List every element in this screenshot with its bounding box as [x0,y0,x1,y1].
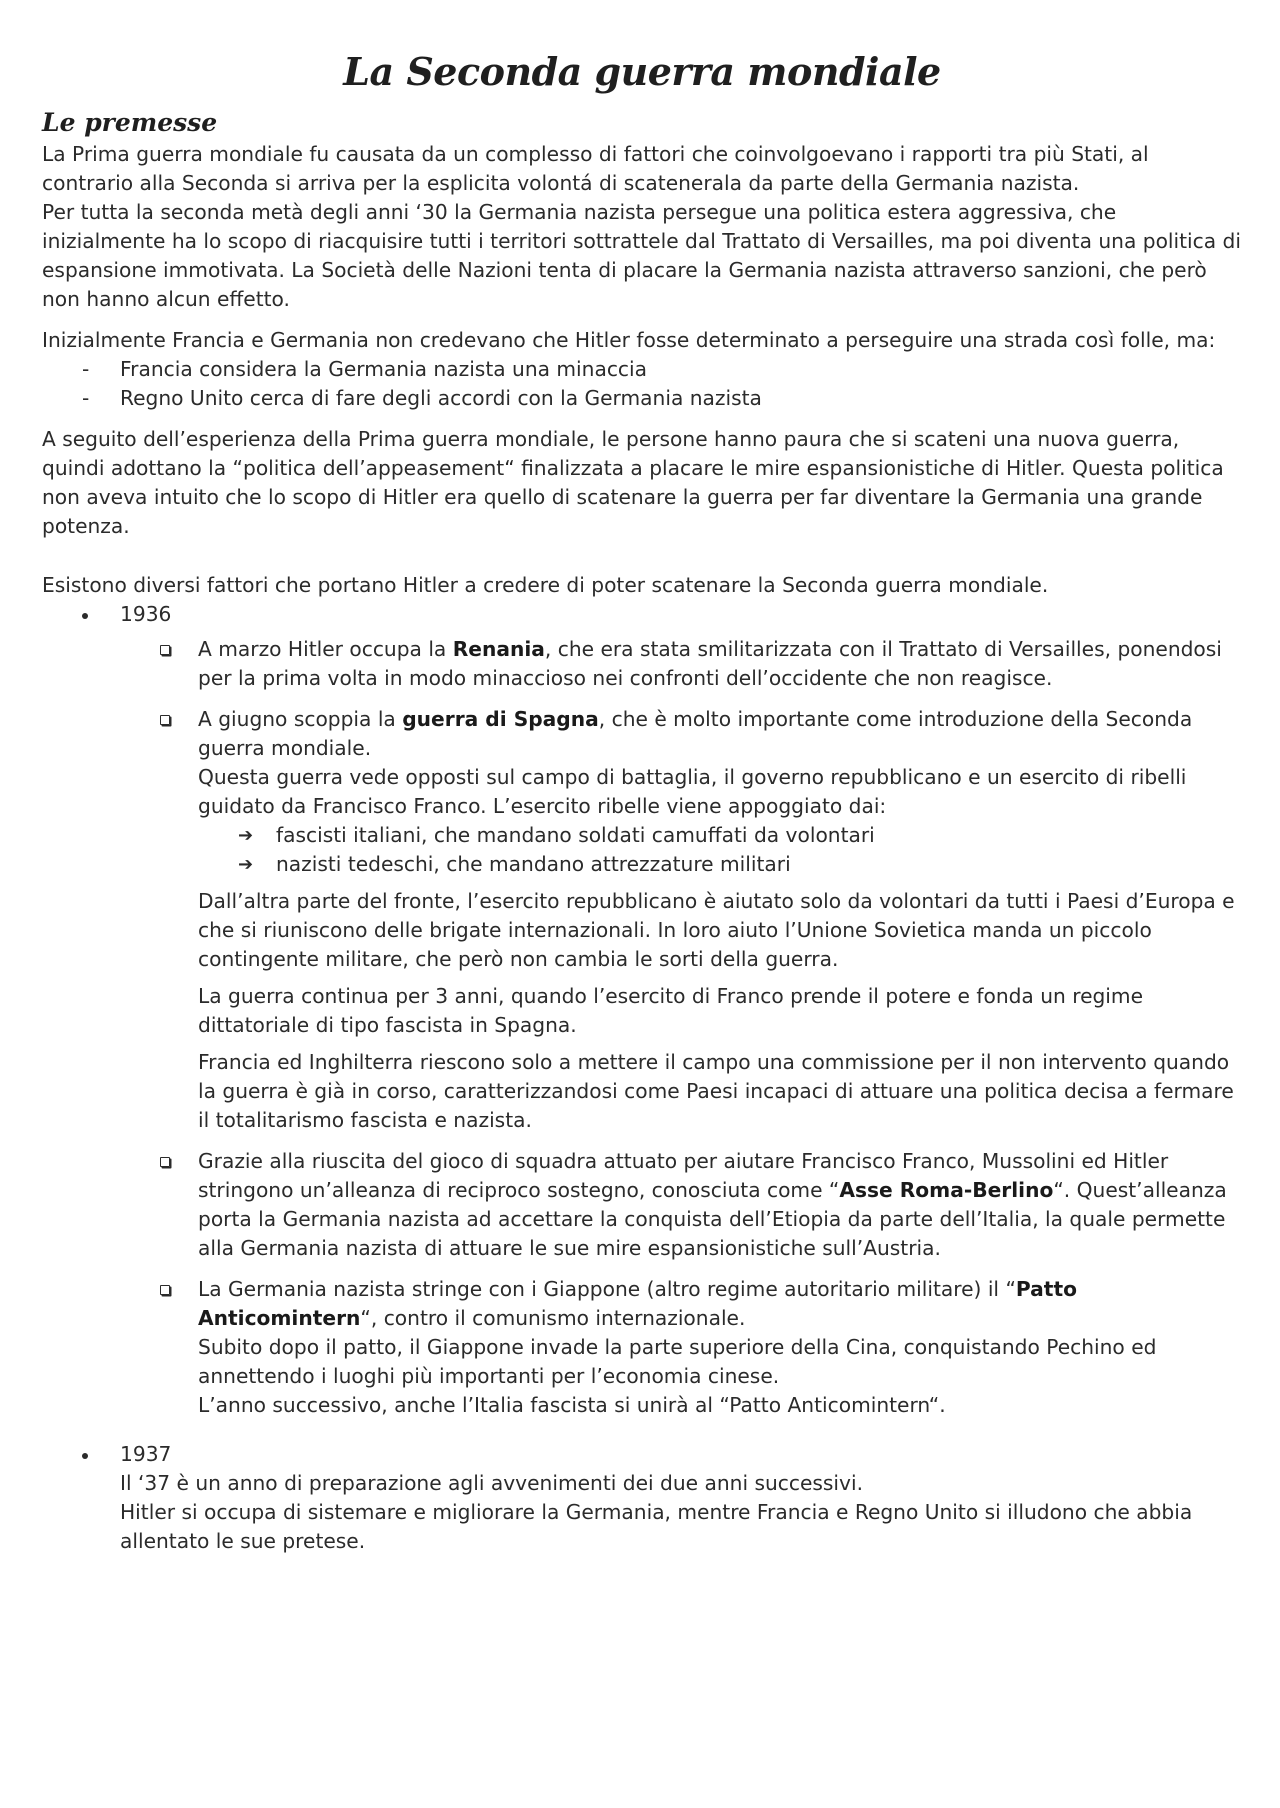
event-paragraph: Dall’altra parte del fronte, l’esercito repubblicano è aiutato solo da volontari da tutti i Paesi d’Europa e che si riuniscono delle brigate internazionali. In loro aiuto l’Unione Sovietica manda un piccolo contingente militare, che però non cambia le sorti della guerra. [198,889,1235,971]
year-label: 1937 [120,1442,172,1466]
event-list [120,635,1242,1420]
paragraph-francia-germania: Inizialmente Francia e Germania non credevano che Hitler fosse determinato a perseguire una strada così folle, ma: [42,328,1216,352]
event-item-asse [120,1147,1242,1263]
arrow-item: ➔ nazisti tedeschi, che mandano attrezzature militari [198,850,1242,879]
paragraph-intro: La Prima guerra mondiale fu causata da un complesso di fattori che coinvolgoevano i rapporti tra più Stati, al contrario alla Seconda si arriva per la esplicita volontá di scatenerala da parte della Germania nazista. [42,142,1149,195]
event-paragraph: Questa guerra vede opposti sul campo di battaglia, il governo repubblicano e un esercito di ribelli guidato da Francisco Franco. L’esercito ribelle viene appoggiato dai: [198,765,1187,818]
bold-term: Patto Anticomintern [198,1277,1077,1330]
checkbox-bullet-icon [160,645,170,655]
bold-term: Asse Roma-Berlino [839,1178,1054,1202]
event-text: Grazie alla riuscita del gioco di squadra attuato per aiutare Francisco Franco, Mussolini ed Hitler stringono un’alleanza di reciproco sostegno, conosciuta come “Asse Roma-Berlino“. Quest’alleanza porta la Germania nazista ad accettare la conquista dell’Etiopia da parte dell’Italia, la quale permette alla Germania nazista di attuare le sue mire espansionistiche sull’Austria. [198,1149,1227,1260]
dash-list [42,355,1242,413]
year-list [42,600,1242,1556]
page-title: La Seconda guerra mondiale [343,49,941,94]
event-paragraph: Francia ed Inghilterra riescono solo a mettere il campo una commissione per il non intervento quando la guerra è già in corso, caratterizzandosi come Paesi incapaci di attuare una politica decisa a fermare il totalitarismo fascista e nazista. [198,1050,1234,1132]
event-paragraph: Subito dopo il patto, il Giappone invade la parte superiore della Cina, conquistando Pechino ed annettendo i luoghi più importanti per l’economia cinese. [198,1335,1157,1388]
checkbox-bullet-icon [160,1285,170,1295]
year-paragraph: Il ‘37 è un anno di preparazione agli avvenimenti dei due anni successivi. [120,1471,864,1495]
arrow-list [198,821,1242,879]
bold-term: guerra di Spagna [402,707,599,731]
bullet-dot-icon [82,613,88,619]
section-heading: Le premesse [42,108,218,137]
arrow-right-icon: ➔ [238,825,254,846]
year-item-1937 [42,1440,1242,1556]
event-item-renania [120,635,1242,693]
event-item-spagna [120,705,1242,1135]
document-page [42,0,1242,1556]
event-item-anticomintern [120,1275,1242,1420]
checkbox-bullet-icon [160,1157,170,1167]
dash-item: - Regno Unito cerca di fare degli accordi con la Germania nazista [42,384,1242,413]
year-label: 1936 [120,602,172,626]
event-paragraph: La guerra continua per 3 anni, quando l’esercito di Franco prende il potere e fonda un regime dittatoriale di tipo fascista in Spagna. [198,984,1144,1037]
arrow-item: ➔ fascisti italiani, che mandano soldati camuffati da volontari [198,821,1242,850]
event-text: A giugno scoppia la guerra di Spagna, che è molto importante come introduzione della Seconda guerra mondiale. [198,707,1193,760]
paragraph-appeasement: A seguito dell’esperienza della Prima guerra mondiale, le persone hanno paura che si scateni una nuova guerra, quindi adottano la “politica dell’appeasement“ finalizzata a placare le mire espansionistiche di Hitler. Questa politica non aveva intuito che lo scopo di Hitler era quello di scatenare la guerra per far diventare la Germania una grande potenza. [42,427,1224,538]
year-item-1936 [42,600,1242,1420]
arrow-right-icon: ➔ [238,854,254,875]
paragraph-politica-estera: Per tutta la seconda metà degli anni ‘30 la Germania nazista persegue una politica estera aggressiva, che inizialmente ha lo scopo di riacquisire tutti i territori sottrattele dal Trattato di Versailles, ma poi diventa una politica di espansione immotivata. La Società delle Nazioni tenta di placare la Germania nazista attraverso sanzioni, che però non hanno alcun effetto. [42,200,1241,311]
dash-item: - Francia considera la Germania nazista una minaccia [42,355,1242,384]
checkbox-bullet-icon [160,715,170,725]
bullet-dot-icon [82,1453,88,1459]
bold-term: Renania [452,637,545,661]
event-text: La Germania nazista stringe con i Giappone (altro regime autoritario militare) il “Patto Anticomintern“, contro il comunismo internazionale. [198,1277,1077,1330]
paragraph-fattori: Esistono diversi fattori che portano Hitler a credere di poter scatenare la Seconda guerra mondiale. [42,573,1049,597]
event-text: A marzo Hitler occupa la Renania, che era stata smilitarizzata con il Trattato di Versailles, ponendosi per la prima volta in modo minaccioso nei confronti dell’occidente che non reagisce. [198,637,1222,690]
event-paragraph: L’anno successivo, anche l’Italia fascista si unirà al “Patto Anticomintern“. [198,1393,946,1417]
year-paragraph: Hitler si occupa di sistemare e migliorare la Germania, mentre Francia e Regno Unito si illudono che abbia allentato le sue pretese. [120,1500,1193,1553]
